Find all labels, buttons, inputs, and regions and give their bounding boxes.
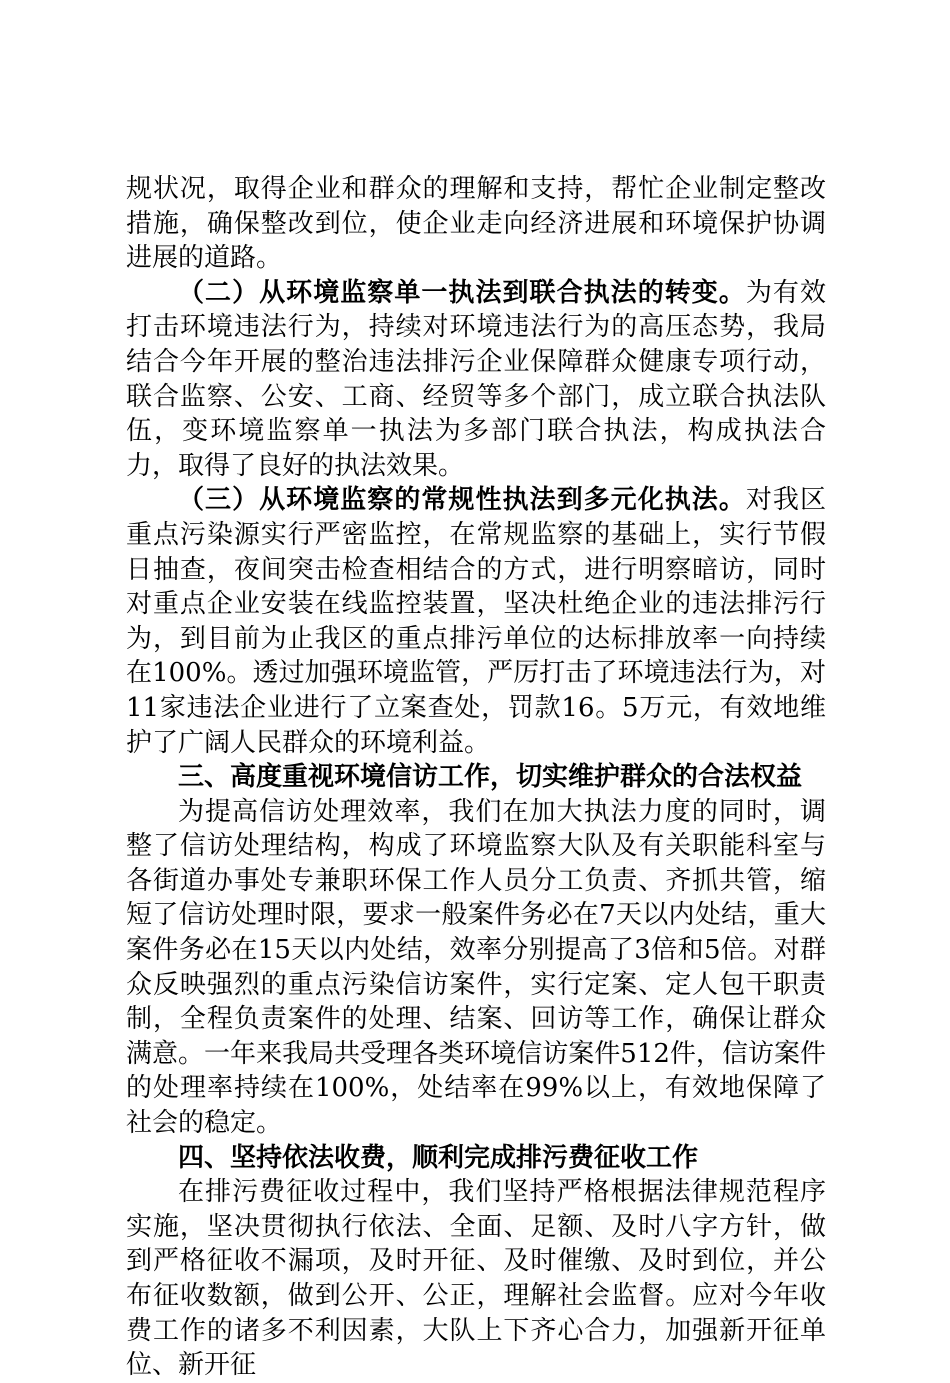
section-heading-fees: 四、坚持依法收费，顺利完成排污费征收工作 [178,1142,699,1173]
paragraph-text: 为有效打击环境违法行为，持续对环境违法行为的高压态势，我局结合今年开展的整治违法排污企业保障群众健康专项行动，联合监察、公安、工商、经贸等多个部门，成立联合执法队伍，变环境监察单一执法为多部门联合执法，构成执法合力，取得了良好的执法效果。 [126,277,826,481]
paragraph-lead: （三）从环境监察的常规性执法到多元化执法。 [178,485,746,516]
paragraph-text: 规状况，取得企业和群众的理解和支持，帮忙企业制定整改措施，确保整改到位，使企业走向经济进展和环境保护协调进展的道路。 [126,174,826,274]
document-page [126,172,826,1383]
section-heading-petition: 三、高度重视环境信访工作，切实维护群众的合法权益 [178,762,803,793]
paragraph-text: 对我区重点污染源实行严密监控，在常规监察的基础上，实行节假日抽查，夜间突击检查相结合的方式，进行明察暗访，同时对重点企业安装在线监控装置，坚决杜绝企业的违法排污行为，到目前为止我区的重点排污单位的达标排放率一向持续在100%。透过加强环境监管，严厉打击了环境违法行为，对11家违法企业进行了立案查处，罚款16。5万元，有效地维护了广阔人民群众的环境利益。 [126,485,826,758]
paragraph-diversified-enforcement [126,483,826,760]
paragraph-petition [126,795,826,1141]
paragraph-text: 在排污费征收过程中，我们坚持严格根据法律规范程序实施，坚决贯彻执行依法、全面、足额、及时八字方针，做到严格征收不漏项，及时开征、及时催缴、及时到位，并公布征收数额，做到公开、公正，理解社会监督。应对今年收费工作的诸多不利因素，大队上下齐心合力，加强新开征单位、新开征 [126,1177,826,1381]
paragraph-joint-enforcement [126,276,826,484]
paragraph-lead: （二）从环境监察单一执法到联合执法的转变。 [178,277,746,308]
paragraph-continuation [126,172,826,276]
paragraph-text: 为提高信访处理效率，我们在加大执法力度的同时，调整了信访处理结构，构成了环境监察大队及有关职能科室与各街道办事处专兼职环保工作人员分工负责、齐抓共管，缩短了信访处理时限，要求一般案件务必在7天以内处结，重大案件务必在15天以内处结，效率分别提高了3倍和5倍。对群众反映强烈的重点污染信访案件，实行定案、定人包干职责制，全程负责案件的处理、结案、回访等工作，确保让群众满意。一年来我局共受理各类环境信访案件512件，信访案件的处理率持续在100%，处结率在99%以上，有效地保障了社会的稳定。 [126,796,826,1139]
paragraph-fees [126,1175,826,1383]
